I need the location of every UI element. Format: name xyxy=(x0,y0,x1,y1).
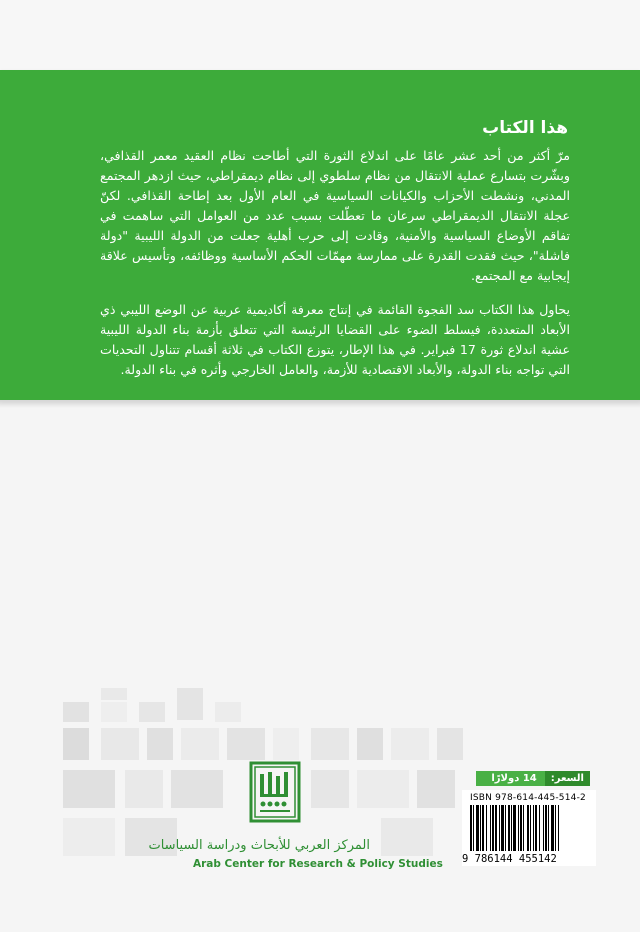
barcode-bar xyxy=(492,805,494,851)
paragraph-1: مرّ أكثر من أحد عشر عامًا على اندلاع الثورة التي أطاحت نظام العقيد معمر القذافي، وبشّرت بتسارع عملية الانتقال من نظام سلطوي إلى نظام ديمقراطي، حيث ازدهر المجتمع المدني، ونشطت الأحزاب والكيانات السياسية في العام الأول بعد إطاحة القذافي. لكنّ عجلة الانتقال الديمقراطي سرعان ما تعطّلت بسبب عدد من العوامل التي ساهمت في تفاقم الأوضاع السياسية والأمنية، وقادت إلى حرب أهلية جعلت من الدولة الليبية "دولة فاشلة"، حيث فقدت القدرة على ممارسة مهمّات الحكم الأساسية ووظائفه، وتأسيس علاقة إيجابية مع المجتمع. xyxy=(100,148,570,283)
barcode-bar xyxy=(535,805,537,851)
mosaic-tile xyxy=(381,818,433,856)
mosaic-tile xyxy=(227,728,265,760)
mosaic-tile xyxy=(63,818,115,856)
price-bar xyxy=(476,771,590,786)
barcode-bar xyxy=(520,805,522,851)
mosaic-tile xyxy=(101,728,139,760)
panel-shadow xyxy=(0,400,640,408)
top-margin xyxy=(0,0,640,70)
barcode-bar xyxy=(543,805,544,851)
isbn-text: ISBN 978-614-445-514-2 xyxy=(470,793,586,803)
barcode-bar xyxy=(555,805,556,851)
barcode-bar xyxy=(508,805,510,851)
barcode-bar xyxy=(518,805,519,851)
barcode-bar xyxy=(548,805,549,851)
barcode-bar xyxy=(527,805,529,851)
mosaic-tile xyxy=(63,770,115,808)
barcode-bar xyxy=(495,805,497,851)
book-description xyxy=(100,146,570,394)
mosaic-tile xyxy=(63,728,89,760)
section-title: هذا الكتاب xyxy=(482,118,568,138)
mosaic-tile xyxy=(357,770,409,808)
mosaic-tile xyxy=(139,702,165,722)
mosaic-tile xyxy=(171,770,223,808)
barcode-bar xyxy=(511,805,512,851)
barcode-bar xyxy=(551,805,554,851)
barcode-bar xyxy=(470,805,472,851)
mosaic-tile xyxy=(215,702,241,722)
barcode-bar xyxy=(480,805,481,851)
mosaic-tile xyxy=(125,770,163,808)
barcode-digits: 9 786144 455142 xyxy=(462,853,557,865)
barcode-bar xyxy=(476,805,479,851)
mosaic-tile xyxy=(391,728,429,760)
mosaic-tile xyxy=(101,688,127,700)
mosaic-tile xyxy=(181,728,219,760)
mosaic-tile xyxy=(63,702,89,722)
barcode-bar xyxy=(501,805,504,851)
price-label: السعر: xyxy=(545,771,590,786)
publisher-name-arabic: المركز العربي للأبحاث ودراسة السياسات xyxy=(148,838,370,853)
barcode-bar xyxy=(533,805,534,851)
mosaic-tile xyxy=(177,688,203,720)
mosaic-tile xyxy=(273,728,299,760)
barcode-bar xyxy=(486,805,487,851)
mosaic-tile xyxy=(417,770,455,808)
barcode-bar xyxy=(505,805,506,851)
paragraph-2: يحاول هذا الكتاب سد الفجوة القائمة في إنتاج معرفة أكاديمية عربية عن الوضع الليبي ذي الأبعاد المتعددة، فيسلط الضوء على القضايا الرئيسة التي تتعلق بأزمة بناء الدولة الليبية عشية اندلاع ثورة 17 فبراير. في هذا الإطار، يتوزع الكتاب في ثلاثة أقسام تتناول التحديات التي تواجه بناء الدولة، والأبعاد الاقتصادية للأزمة، والعامل الخارجي وأثره في بناء الدولة. xyxy=(100,302,570,377)
publisher-logo-icon xyxy=(248,760,302,824)
barcode-bar xyxy=(473,805,474,851)
barcode-bar xyxy=(545,805,547,851)
barcode-bar xyxy=(523,805,524,851)
mosaic-tile xyxy=(101,702,127,722)
mosaic-tile xyxy=(147,728,173,760)
barcode-bar xyxy=(513,805,516,851)
mosaic-tile xyxy=(311,770,349,808)
mosaic-tile xyxy=(437,728,463,760)
barcode-bar xyxy=(482,805,484,851)
price-value: 14 دولارًا xyxy=(491,773,537,784)
publisher-name-english: Arab Center for Research & Policy Studies xyxy=(193,858,443,870)
barcode-bar xyxy=(539,805,540,851)
barcode-icon xyxy=(470,805,588,853)
barcode-bar xyxy=(530,805,531,851)
mosaic-tile xyxy=(311,728,349,760)
barcode-bar xyxy=(490,805,491,851)
barcode-bar xyxy=(558,805,559,851)
mosaic-tile xyxy=(357,728,383,760)
barcode-bar xyxy=(499,805,500,851)
